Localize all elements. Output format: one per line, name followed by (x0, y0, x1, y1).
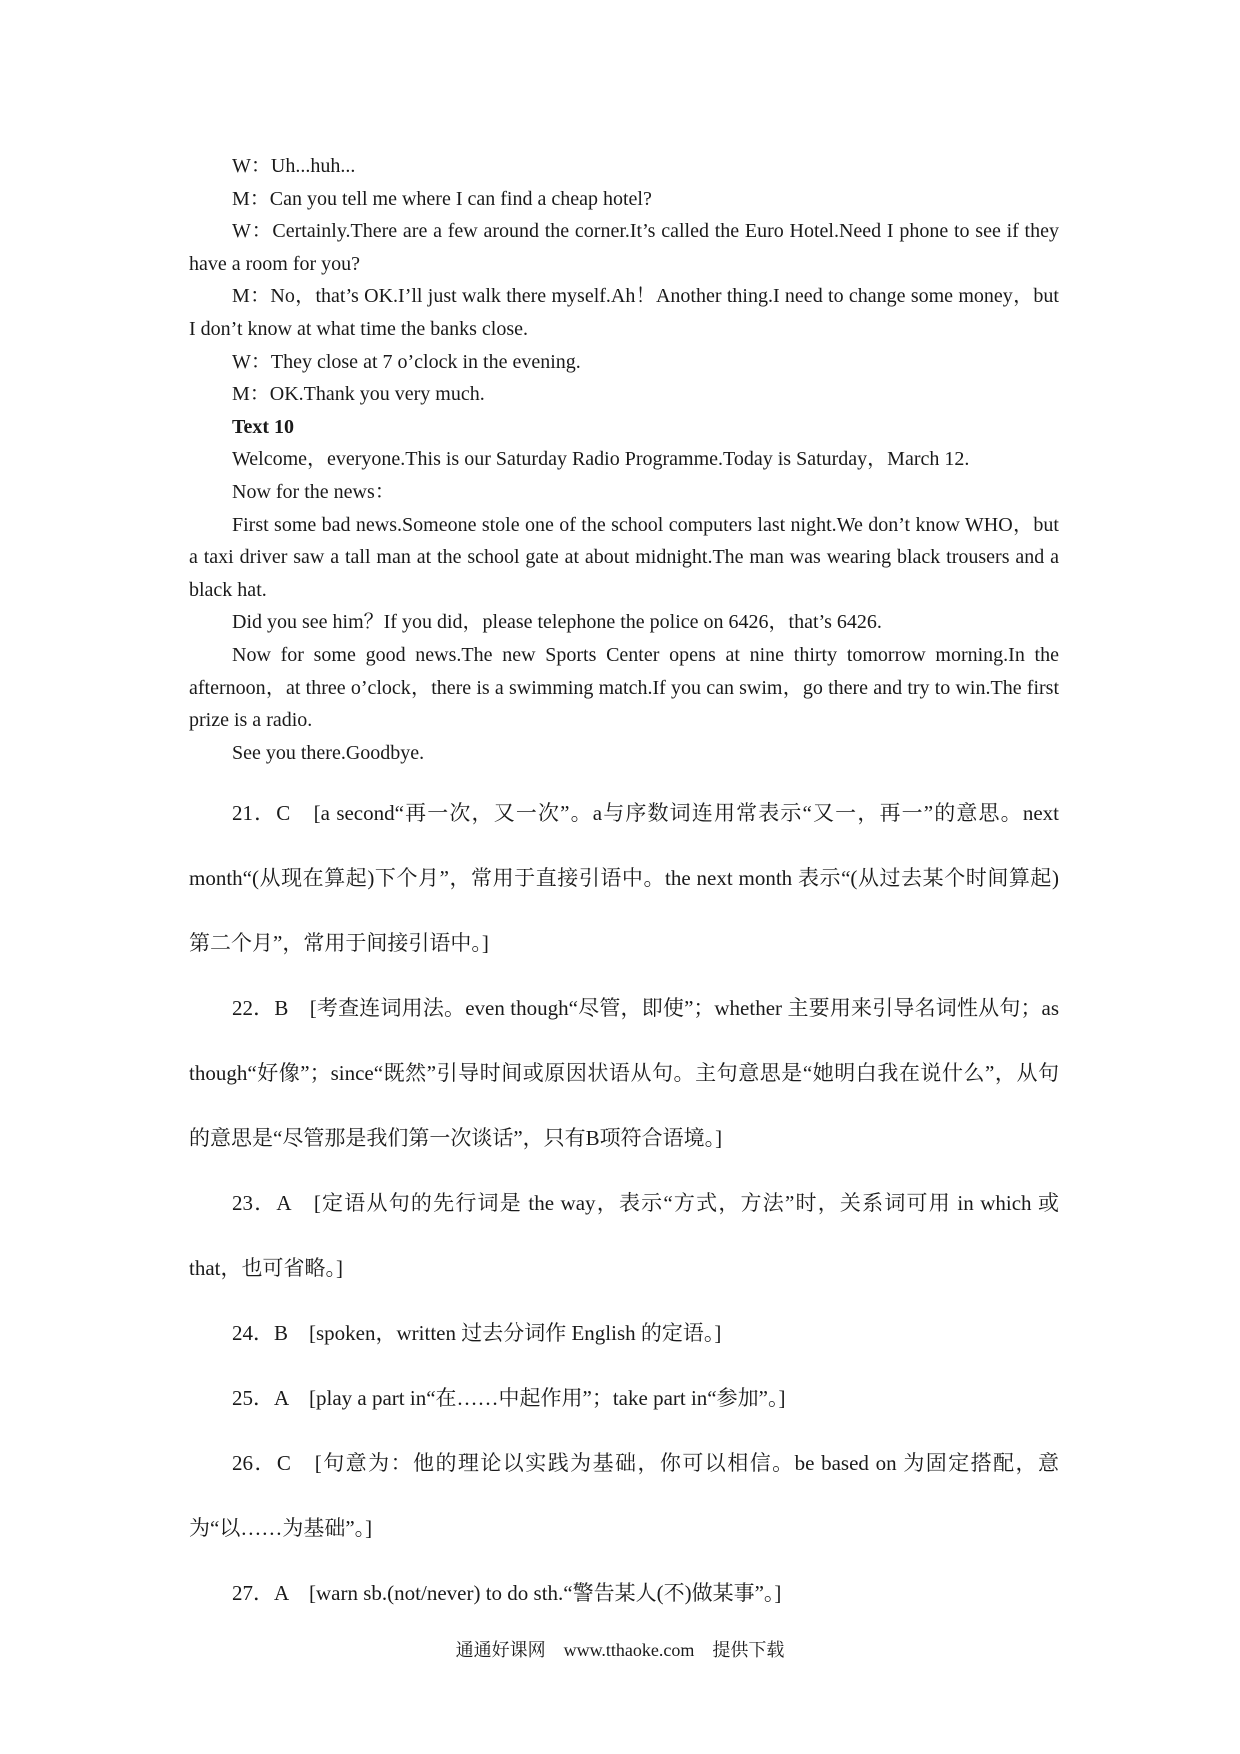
answer-item: 26．C [句意为：他的理论以实践为基础，你可以相信。be based on 为固定搭配，意为“以……为基础”。] (189, 1451, 1059, 1541)
section-heading: Text 10 (232, 415, 295, 438)
dialogue-line: M：No，that’s OK.I’ll just walk there myself.Ah！Another thing.I need to change some money，but I don’t know at what time the banks close. (189, 285, 1059, 340)
answer-item: 21．C [a second“再一次，又一次”。a与序数词连用常表示“又一，再一”的意思。next month“(从现在算起)下个月”，常用于直接引语中。the next month 表示“(从过去某个时间算起)第二个月”，常用于间接引语中。] (189, 801, 1059, 956)
text-paragraph: Now for the news： (232, 480, 395, 503)
dialogue-line: W：Certainly.There are a few around the corner.It’s called the Euro Hotel.Need I phone to see if they have a room for you? (189, 220, 1059, 275)
page-footer: 通通好课网 www.tthaoke.com 提供下载 (455, 1640, 785, 1660)
answer-item: 22．B [考查连词用法。even though“尽管，即使”；whether 主要用来引导名词性从句；as though“好像”；since“既然”引导时间或原因状语从句。主句意思是“她明白我在说什么”，从句的意思是“尽管那是我们第一次谈话”，只有B项符合语境。] (189, 996, 1059, 1151)
page-content (189, 150, 1059, 1626)
text-paragraph: Did you see him？If you did，please telephone the police on 6426，that’s 6426. (232, 611, 882, 634)
answer-item: 24．B [spoken，written 过去分词作 English 的定语。] (232, 1321, 722, 1346)
dialogue-line: M：OK.Thank you very much. (232, 383, 485, 406)
text-paragraph: See you there.Goodbye. (232, 741, 425, 764)
answer-item: 27．A [warn sb.(not/never) to do sth.“警告某人(不)做某事”。] (232, 1581, 782, 1606)
text10-section (189, 411, 1059, 770)
answer-item: 25．A [play a part in“在……中起作用”；take part in“参加”。] (232, 1386, 786, 1411)
text-paragraph: Welcome，everyone.This is our Saturday Radio Programme.Today is Saturday，March 12. (232, 448, 970, 471)
answer-item: 23．A [定语从句的先行词是 the way，表示“方式，方法”时，关系词可用 in which 或 that，也可省略。] (189, 1191, 1059, 1281)
answer-explanations (189, 781, 1059, 1626)
dialogue-line: W：Uh...huh... (232, 155, 356, 177)
dialogue-line: W：They close at 7 o’clock in the evening. (232, 350, 581, 373)
dialogue-section (189, 150, 1059, 411)
text-paragraph: Now for some good news.The new Sports Center opens at nine thirty tomorrow morning.In the afternoon，at three o’clock，there is a swimming match.If you can swim，go there and try to win.The first prize is a radio. (189, 643, 1059, 732)
text-paragraph: First some bad news.Someone stole one of the school computers last night.We don’t know WHO，but a taxi driver saw a tall man at the school gate at about midnight.The man was wearing black trousers and a black hat. (189, 513, 1059, 601)
dialogue-line: M：Can you tell me where I can find a cheap hotel? (232, 187, 652, 210)
